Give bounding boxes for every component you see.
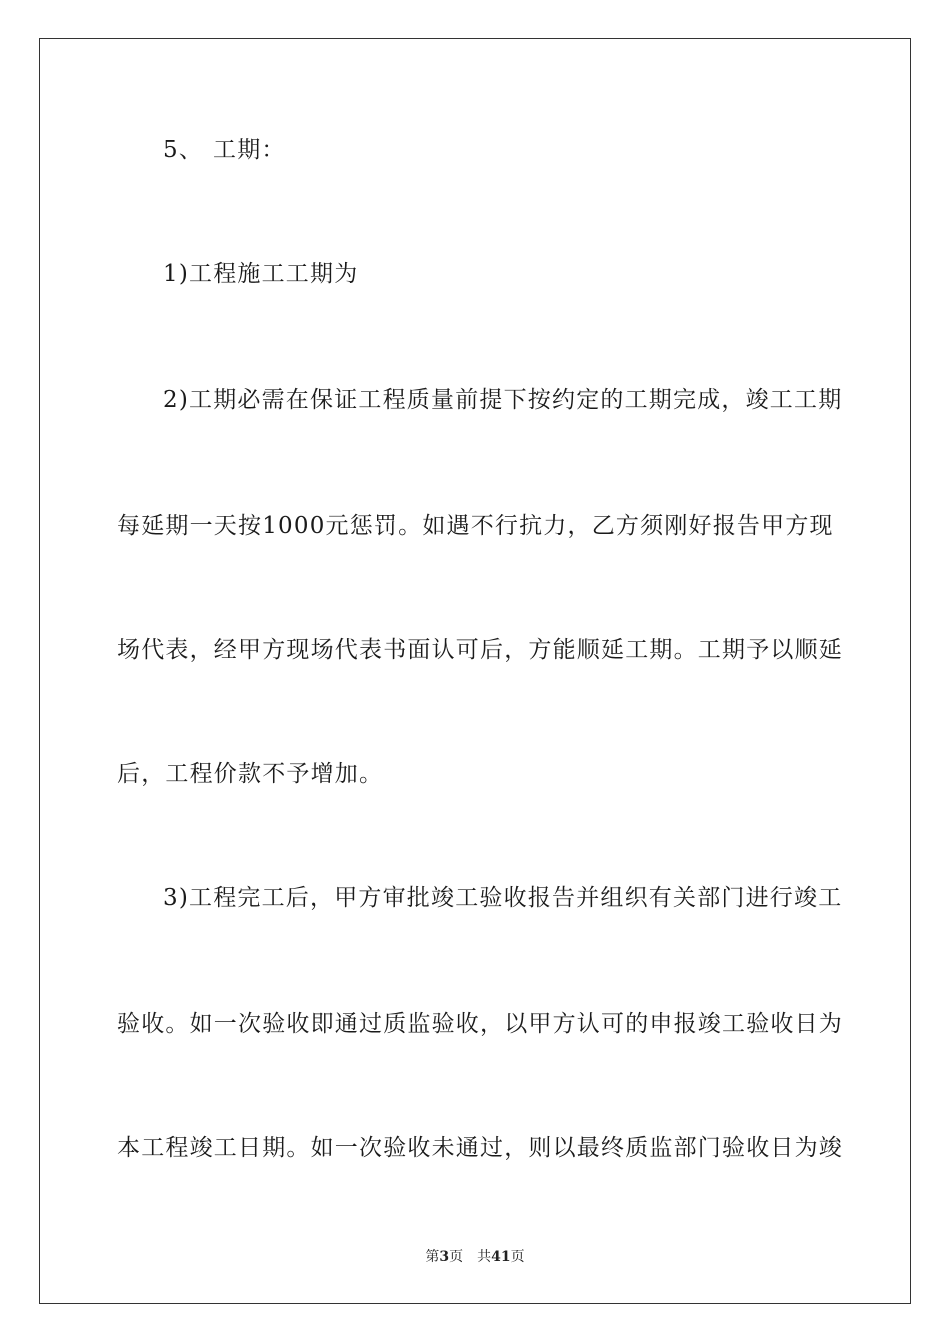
paragraph-line: 场代表，经甲方现场代表书面认可后，方能顺延工期。工期予以顺延 [117,637,843,663]
paragraph-line: 后，工程价款不予增加。 [117,761,384,787]
section-number: 5、 [163,137,204,163]
current-page-number: 3 [439,1249,450,1265]
paragraph-line: 验收。如一次验收即通过质监验收，以甲方认可的申报竣工验收日为 [117,1011,843,1037]
section-title: 工期： [213,137,286,163]
page-prefix: 第 [425,1249,440,1265]
page-border [39,38,911,1304]
page-footer [0,1248,950,1266]
section-heading [163,136,833,164]
total-suffix: 页 [510,1249,525,1265]
paragraph-line: 3)工程完工后，甲方审批竣工验收报告并组织有关部门进行竣工 [163,885,843,911]
paragraph-line: 本工程竣工日期。如一次验收未通过，则以最终质监部门验收日为竣 [117,1135,843,1161]
paragraph-line: 1)工程施工工期为 [163,261,359,287]
total-prefix: 共 [477,1249,492,1265]
paragraph-line: 每延期一天按1000元惩罚。如遇不行抗力，乙方须刚好报告甲方现 [117,513,834,539]
page-suffix: 页 [449,1249,464,1265]
paragraph-line: 2)工期必需在保证工程质量前提下按约定的工期完成，竣工工期 [163,387,843,413]
total-page-count: 41 [491,1249,511,1265]
